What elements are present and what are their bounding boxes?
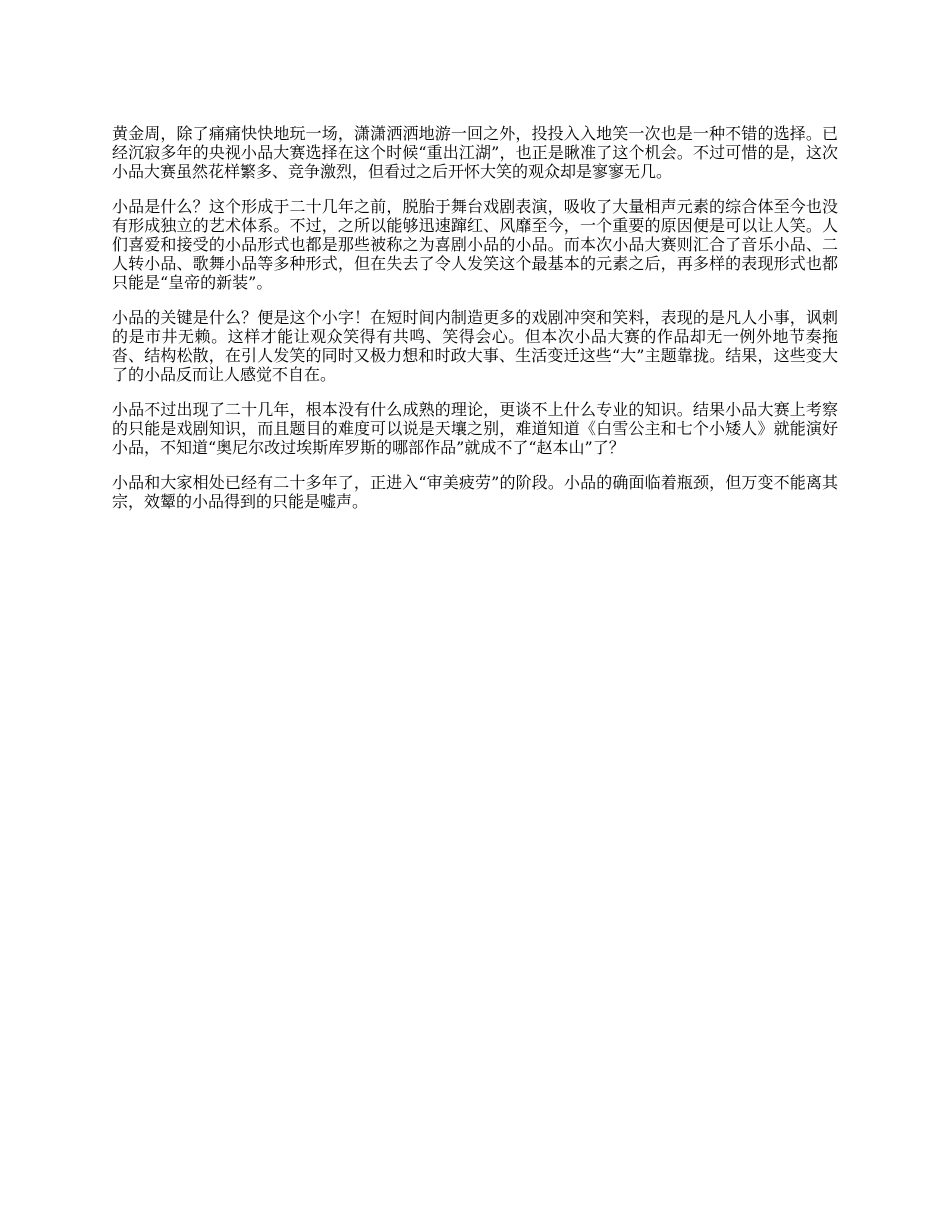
- paragraph-1: 黄金周，除了痛痛快快地玩一场，潇潇洒洒地游一回之外，投投入入地笑一次也是一种不错的选择。已经沉寂多年的央视小品大赛选择在这个时候“重出江湖”，也正是瞅准了这个机会。不过可惜的是，这次小品大赛虽然花样繁多、竞争激烈，但看过之后开怀大笑的观众却是寥寥无几。: [112, 124, 838, 181]
- paragraph-2: 小品是什么？这个形成于二十几年之前，脱胎于舞台戏剧表演，吸收了大量相声元素的综合体至今也没有形成独立的艺术体系。不过，之所以能够迅速蹿红、风靡至今，一个重要的原因便是可以让人笑。人们喜爱和接受的小品形式也都是那些被称之为喜剧小品的小品。而本次小品大赛则汇合了音乐小品、二人转小品、歌舞小品等多种形式，但在失去了令人发笑这个最基本的元素之后，再多样的表现形式也都只能是“皇帝的新装”。: [112, 197, 838, 292]
- document-page: [112, 124, 838, 527]
- paragraph-3: 小品的关键是什么？便是这个小字！在短时间内制造更多的戏剧冲突和笑料，表现的是凡人小事，讽刺的是市井无赖。这样才能让观众笑得有共鸣、笑得会心。但本次小品大赛的作品却无一例外地节奏拖沓、结构松散，在引人发笑的同时又极力想和时政大事、生活变迁这些“大”主题靠拢。结果，这些变大了的小品反而让人感觉不自在。: [112, 308, 838, 384]
- paragraph-5: 小品和大家相处已经有二十多年了，正进入“审美疲劳”的阶段。小品的确面临着瓶颈，但万变不能离其宗，效颦的小品得到的只能是嘘声。: [112, 473, 838, 511]
- paragraph-4: 小品不过出现了二十几年，根本没有什么成熟的理论，更谈不上什么专业的知识。结果小品大赛上考察的只能是戏剧知识，而且题目的难度可以说是天壤之别，难道知道《白雪公主和七个小矮人》就能演好小品，不知道“奥尼尔改过埃斯库罗斯的哪部作品”就成不了“赵本山”了？: [112, 400, 838, 457]
